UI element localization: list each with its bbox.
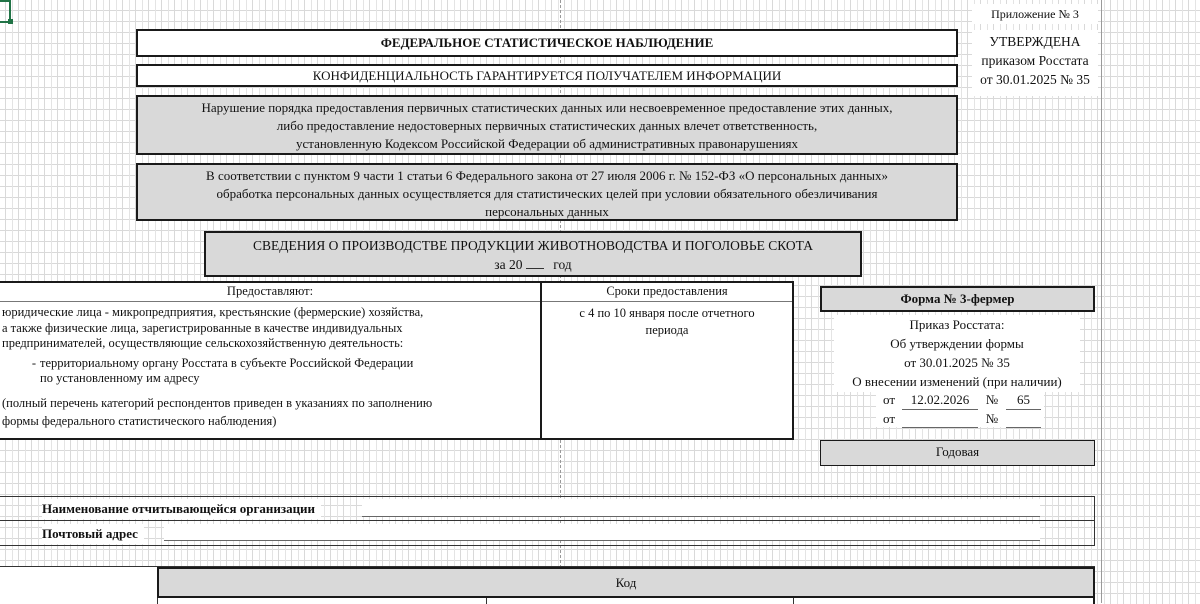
amendment-num-label: №	[985, 392, 999, 407]
org-name-label: Наименование отчитывающейся организации	[42, 499, 321, 519]
report-period	[206, 255, 860, 274]
report-title-box	[204, 231, 862, 277]
note-line: формы федерального статистического наблюдения)	[2, 413, 277, 428]
amendments-label: О внесении изменений (при наличии)	[852, 374, 1062, 389]
federal-observation-title: ФЕДЕРАЛЬНОЕ СТАТИСТИЧЕСКОЕ НАБЛЮДЕНИЕ	[136, 29, 958, 57]
periodicity: Годовая	[820, 440, 1095, 466]
order-label: Приказ Росстата:	[909, 317, 1005, 332]
fill-handle[interactable]	[8, 19, 13, 24]
deadlines-cell	[540, 281, 794, 440]
amendments-table	[876, 391, 1044, 427]
form-number: Форма № 3-фермер	[820, 286, 1095, 312]
bullet-dash: -	[31, 355, 36, 370]
submitters-list	[0, 302, 540, 430]
violation-line: установленную Кодексом Российской Федерации об административных правонарушениях	[295, 136, 799, 151]
code-table-area	[0, 566, 1095, 603]
approval-date: от 30.01.2025 № 35	[904, 355, 1010, 370]
deadlines-header: Сроки предоставления	[542, 283, 792, 302]
submitter-bullet	[2, 356, 540, 387]
submitter-line: предпринимателей, осуществляющие сельскохозяйственную деятельность:	[2, 336, 404, 350]
amendment-row	[876, 410, 1044, 428]
violation-line: либо предоставление недостоверных первичных статистических данных влечет ответственность,	[276, 118, 818, 133]
submitter-line: а также физические лица, зарегистрированные в качестве индивидуальных	[2, 320, 403, 335]
submitter-line: юридические лица - микропредприятия, крестьянские (фермерские) хозяйства,	[2, 305, 424, 319]
amendment-date-field[interactable]	[902, 410, 978, 428]
bullet-line: территориальному органу Росстата в субъекте Российской Федерации	[40, 355, 414, 370]
approved-date: от 30.01.2025 № 35	[980, 72, 1090, 87]
personal-data-line: персональных данных	[485, 204, 609, 219]
org-name-field[interactable]	[362, 499, 1040, 517]
approval-block	[972, 30, 1098, 96]
org-row-divider	[0, 520, 1094, 521]
organization-block	[0, 496, 1095, 546]
amendment-number-field[interactable]	[1006, 410, 1041, 428]
amendment-from-label: от	[882, 392, 895, 407]
page-boundary-line	[1101, 0, 1102, 603]
confidentiality-notice: КОНФИДЕНЦИАЛЬНОСТЬ ГАРАНТИРУЕТСЯ ПОЛУЧАТЕЛЕМ ИНФОРМАЦИИ	[136, 64, 958, 87]
postal-address-field[interactable]	[164, 524, 1040, 541]
form-order-info	[834, 315, 1080, 392]
deadlines-text	[542, 302, 792, 339]
code-column-divider	[793, 598, 794, 604]
amendment-number-field[interactable]: 65	[1006, 391, 1041, 410]
report-title: СВЕДЕНИЯ О ПРОИЗВОДСТВЕ ПРОДУКЦИИ ЖИВОТНОВОДСТВА И ПОГОЛОВЬЕ СКОТА	[253, 238, 813, 253]
code-columns	[157, 598, 1095, 604]
violation-notice	[136, 95, 958, 155]
amendment-date-field[interactable]: 12.02.2026	[902, 391, 978, 410]
amendment-num-label: №	[985, 411, 999, 426]
approved-by: приказом Росстата	[981, 53, 1089, 68]
submitters-note	[2, 394, 540, 430]
period-year-field[interactable]	[526, 255, 544, 269]
period-suffix: год	[553, 257, 572, 272]
deadline-line: с 4 по 10 января после отчетного	[579, 306, 755, 320]
submitters-header: Предоставляют:	[0, 283, 540, 302]
personal-data-notice	[136, 163, 958, 221]
note-line: (полный перечень категорий респондентов приведен в указаниях по заполнению	[2, 395, 433, 410]
submitters-cell	[0, 281, 542, 440]
bullet-line: по установленному им адресу	[40, 371, 200, 385]
deadline-line: периода	[645, 323, 689, 337]
violation-line: Нарушение порядка предоставления первичных статистических данных или несвоевременное предоставление этих данных,	[201, 100, 893, 115]
code-column-divider	[486, 598, 487, 604]
personal-data-line: обработка персональных данных осуществляется для статистических целей при условии обязательного обезличивания	[216, 186, 878, 201]
postal-address-label: Почтовый адрес	[42, 524, 144, 544]
period-prefix: за 20	[494, 257, 523, 272]
code-table-blank	[0, 567, 157, 604]
approval-label: Об утверждении формы	[890, 336, 1024, 351]
approved-label: УТВЕРЖДЕНА	[989, 34, 1081, 49]
personal-data-line: В соответствии с пунктом 9 части 1 статьи 6 Федерального закона от 27 июля 2006 г. № 152-ФЗ «О персональных данных»	[206, 168, 888, 183]
amendment-from-label: от	[882, 411, 895, 426]
amendment-row	[876, 391, 1044, 410]
code-header: Код	[157, 567, 1095, 598]
appendix-label: Приложение № 3	[972, 4, 1098, 24]
